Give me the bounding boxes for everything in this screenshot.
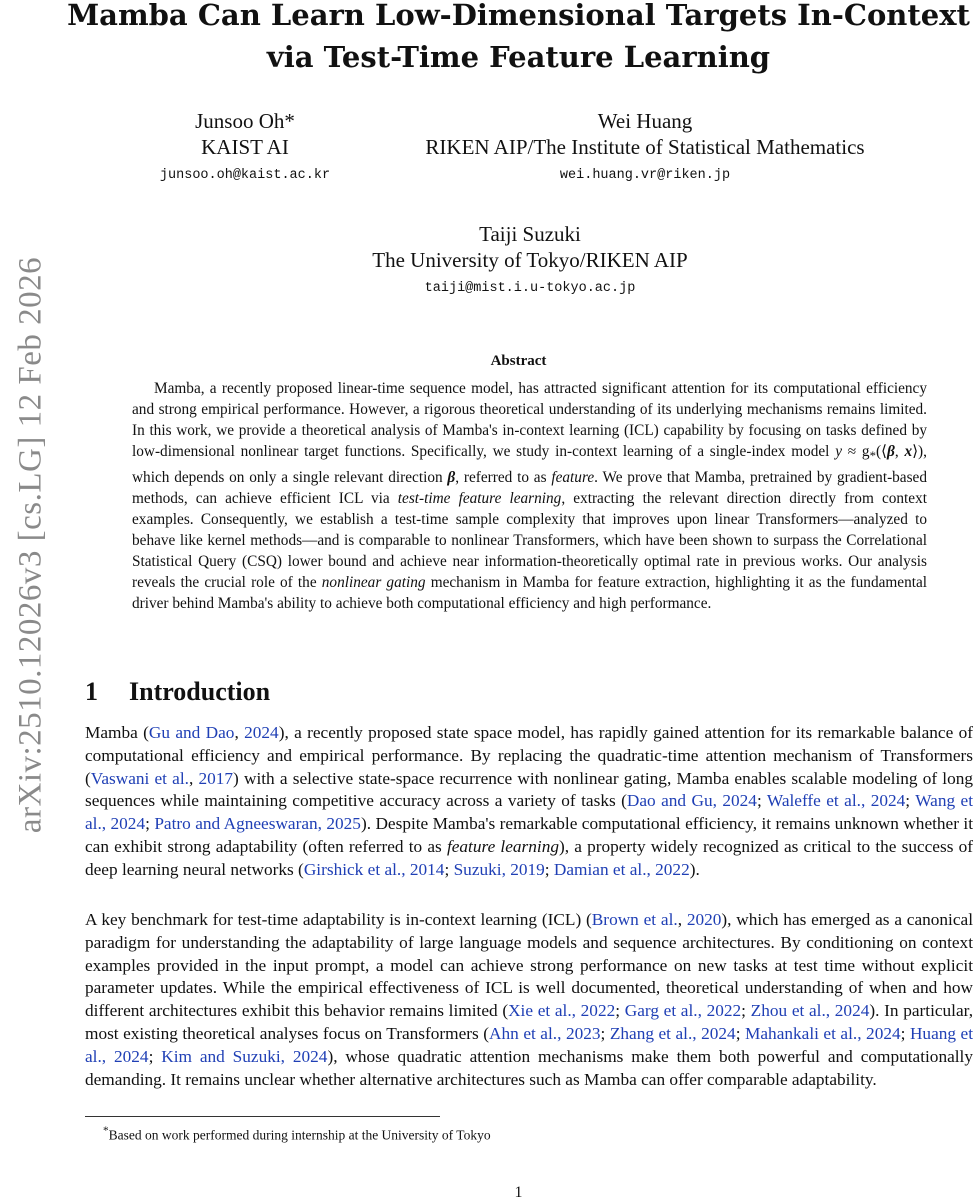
footnote: *Based on work performed during internship at the University of Tokyo	[103, 1125, 491, 1143]
paragraph-text: ;	[148, 1046, 162, 1066]
citation-link[interactable]: Vaswani et al.	[90, 768, 189, 788]
author-affiliation: RIKEN AIP/The Institute of Statistical Mathematics	[425, 135, 865, 159]
page-number: 1	[514, 1184, 523, 1201]
arxiv-identifier: arXiv:2510.12026v3 [cs.LG] 12 Feb 2026	[12, 256, 49, 834]
citation-link[interactable]: Gu and Dao	[148, 723, 235, 742]
citation-link[interactable]: Patro and Agneeswaran, 2025	[154, 814, 361, 834]
citation-link[interactable]: 2024	[244, 723, 279, 742]
author-block-oh	[140, 108, 350, 186]
paragraph-text: ).	[689, 859, 700, 879]
paragraph-text: ) with a selective state-space recurrence with nonlinear gating, Mamba enables scalable modeling of long sequences while maintaining competitive accuracy across a variety of tasks (	[85, 768, 974, 811]
section-heading-introduction	[85, 676, 270, 708]
citation-link[interactable]: Girshick et al., 2014	[303, 859, 445, 879]
paragraph-text: ), which has emerged as a canonical paradigm for understanding the adaptability of large language models and sequence architectures. By conditioning on context examples provided in the input prompt, a model can achieve strong performance on new tasks at test time without explicit parameter updates. While the empirical effectiveness of ICL is well documented, theoretical understanding of when and how different architectures exhibit this behavior remains limited (	[85, 910, 973, 1021]
paragraph-text: ;	[741, 1001, 751, 1021]
author-name: Taiji Suzuki	[479, 222, 581, 246]
title-line-2: via Test-Time Feature Learning	[266, 40, 771, 74]
author-email: taiji@mist.i.u-tokyo.ac.jp	[424, 281, 636, 296]
paragraph-text: ), a recently proposed state space model, has rapidly gained attention for its remarkable balance of computational efficiency and empirical performance. By replacing the quadratic-time attention mechanism of Transformers (	[85, 723, 974, 788]
paragraph-text: ,	[188, 768, 199, 788]
citation-link[interactable]: Brown et al.	[591, 910, 678, 929]
author-email: junsoo.oh@kaist.ac.kr	[159, 168, 331, 183]
citation-link[interactable]: Waleffe et al., 2024	[766, 791, 906, 811]
abstract-text: Mamba, a recently proposed linear-time sequence model, has attracted significant attention for its computational efficiency and strong empirical performance. However, a rigorous theoretical understanding of its underlying mechanisms remains limited. In this work, we provide a theoretical analysis of Mamba's in-context learning (ICL) capability by focusing on tasks defined by low-dimensional nonlinear target functions. Specifically, we study in-context learning of a single-index model $y \approx g_*(⟨\beta$, x⟩), which depends on only a single relevant direction β, referred to as feature. We prove that Mamba, pretrained by gradient-based methods, can achieve efficient ICL via test-time feature learning, extracting the relevant direction directly from context examples. Consequently, we establish a test-time sample complexity that improves upon linear Transformers—analyzed to behave like kernel methods—and is comparable to nonlinear Transformers, which have been shown to surpass the Correlational Statistical Query (CSQ) lower bound and achieve near information-theoretically optimal rate in previous works. Our analysis reveals the crucial role of the nonlinear gating mechanism in Mamba for feature extraction, highlighting it as the fundamental driver behind Mamba's ability to achieve both computational efficiency and high performance.	[132, 380, 928, 613]
paragraph-text: ;	[756, 791, 767, 811]
paragraph-text: ;	[735, 1023, 746, 1043]
author-block-huang	[380, 108, 910, 186]
author-affiliation: The University of Tokyo/RIKEN AIP	[372, 248, 688, 272]
citation-link[interactable]: Kim and Suzuki, 2024	[161, 1046, 328, 1066]
intro-paragraph-2	[85, 909, 973, 1091]
paragraph-text: ,	[234, 723, 245, 742]
paragraph-text: ;	[905, 791, 916, 811]
section-title: Introduction	[129, 677, 271, 706]
author-email: wei.huang.vr@riken.jp	[559, 168, 731, 183]
citation-link[interactable]: Wang et al., 2024	[85, 791, 974, 834]
paragraph-text: ). Despite Mamba's remarkable computational efficiency, it remains unknown whether it can exhibit strong adaptability (often referred to as	[85, 814, 973, 856]
citation-link[interactable]: 2017	[198, 768, 234, 788]
emphasis-text: feature learning	[446, 836, 559, 856]
citation-link[interactable]: Zhou et al., 2024	[750, 1001, 870, 1021]
paragraph-text: ), whose quadratic attention mechanisms make them both powerful and computationally demanding. It remains unclear whether alternative architectures such as Mamba can offer comparable adaptability.	[85, 1046, 973, 1089]
citation-link[interactable]: Dao and Gu, 2024	[626, 791, 757, 811]
paragraph-text: ). In particular, most existing theoretical analyses focus on Transformers (	[85, 1001, 974, 1043]
paragraph-text: ;	[444, 859, 454, 879]
citation-link[interactable]: Garg et al., 2022	[624, 1001, 742, 1021]
citation-link[interactable]: 2020	[686, 910, 722, 929]
paragraph-text: A key benchmark for test-time adaptability is in-context learning (ICL) (	[85, 910, 592, 929]
paragraph-text: ;	[615, 1001, 625, 1021]
intro-paragraph-1	[85, 722, 973, 882]
paragraph-text: Mamba (	[85, 723, 149, 742]
paragraph-text: ,	[677, 910, 687, 929]
citation-link[interactable]: Mahankali et al., 2024	[745, 1023, 901, 1043]
paragraph-text: ;	[145, 814, 155, 834]
author-affiliation: KAIST AI	[201, 135, 289, 159]
citation-link[interactable]: Huang et al., 2024	[85, 1023, 974, 1066]
footnote-divider	[85, 1116, 440, 1117]
citation-link[interactable]: Xie et al., 2022	[508, 1001, 616, 1021]
author-name: Junsoo Oh*	[195, 109, 295, 133]
arxiv-sidebar	[0, 0, 62, 1200]
citation-link[interactable]: Suzuki, 2019	[453, 859, 545, 879]
section-number: 1	[85, 677, 98, 706]
author-name: Wei Huang	[597, 109, 693, 133]
author-block-suzuki	[280, 221, 780, 299]
paragraph-text: ;	[600, 1023, 610, 1043]
paragraph-text: ;	[900, 1023, 910, 1043]
citation-link[interactable]: Damian et al., 2022	[553, 859, 690, 879]
paragraph-text: ), a property widely recognized as critical to the success of deep learning neural networks (	[85, 836, 973, 879]
citation-link[interactable]: Zhang et al., 2024	[609, 1023, 736, 1043]
paragraph-text: ;	[544, 859, 554, 879]
citation-link[interactable]: Ahn et al., 2023	[489, 1023, 601, 1043]
paper-title	[62, 0, 975, 78]
title-line-1: Mamba Can Learn Low-Dimensional Targets In-Context	[67, 0, 970, 32]
abstract-heading: Abstract	[490, 353, 547, 369]
